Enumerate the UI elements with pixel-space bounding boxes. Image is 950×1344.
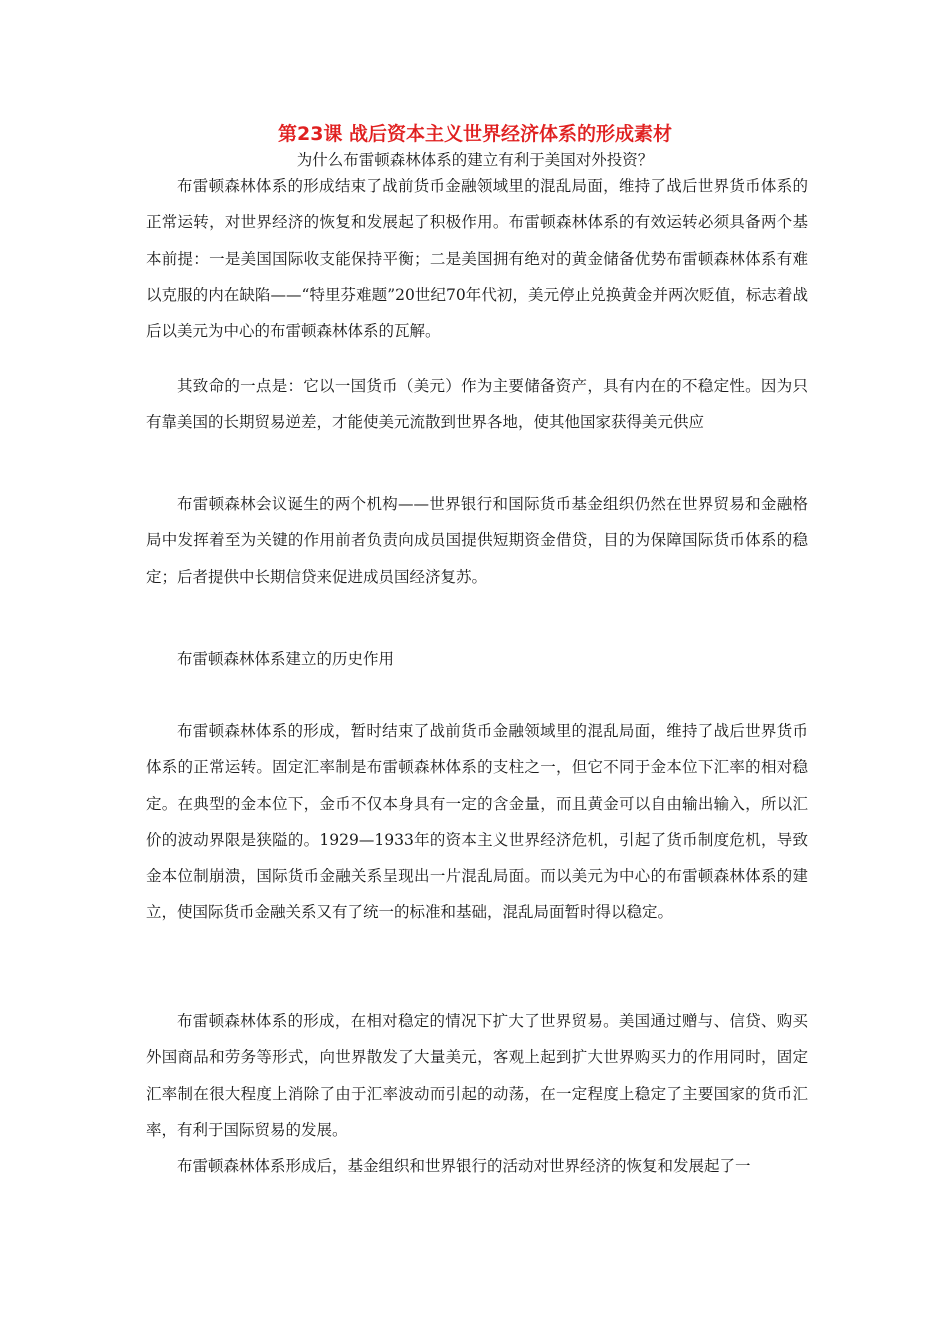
document-title: 第23课 战后资本主义世界经济体系的形成素材 — [277, 123, 673, 145]
paragraph-6: 布雷顿森林体系形成后，基金组织和世界银行的活动对世界经济的恢复和发展起了一 — [177, 1157, 751, 1175]
paragraph-5: 布雷顿森林体系的形成，在相对稳定的情况下扩大了世界贸易。美国通过赠与、信贷、购买外国商品和劳务等形式，向世界散发了大量美元，客观上起到扩大世界购买力的作用同时，固定汇率制在很大程度上消除了由于汇率波动而引起的动荡，在一定程度上稳定了主要国家的货币汇率，有利于国际贸易的发展。 — [146, 1012, 808, 1139]
section-heading: 布雷顿森林体系建立的历史作用 — [177, 650, 395, 668]
paragraph-2: 其致命的一点是：它以一国货币（美元）作为主要储备资产，具有内在的不稳定性。因为只有靠美国的长期贸易逆差，才能使美元流散到世界各地，使其他国家获得美元供应 — [146, 377, 808, 432]
document-subtitle: 为什么布雷顿森林体系的建立有利于美国对外投资？ — [296, 151, 654, 169]
paragraph-3: 布雷顿森林会议诞生的两个机构——世界银行和国际货币基金组织仍然在世界贸易和金融格局中发挥着至为关键的作用前者负责向成员国提供短期资金借贷，目的为保障国际货币体系的稳定；后者提供中长期信贷来促进成员国经济复苏。 — [146, 495, 808, 586]
paragraph-4: 布雷顿森林体系的形成，暂时结束了战前货币金融领域里的混乱局面，维持了战后世界货币体系的正常运转。固定汇率制是布雷顿森林体系的支柱之一，但它不同于金本位下汇率的相对稳定。在典型的金本位下，金币不仅本身具有一定的含金量，而且黄金可以自由输出输入，所以汇价的波动界限是狭隘的。1929—1933年的资本主义世界经济危机，引起了货币制度危机，导致金本位制崩溃，国际货币金融关系呈现出一片混乱局面。而以美元为中心的布雷顿森林体系的建立，使国际货币金融关系又有了统一的标准和基础，混乱局面暂时得以稳定。 — [146, 722, 808, 922]
paragraph-1: 布雷顿森林体系的形成结束了战前货币金融领域里的混乱局面，维持了战后世界货币体系的正常运转，对世界经济的恢复和发展起了积极作用。布雷顿森林体系的有效运转必须具备两个基本前提：一是美国国际收支能保持平衡；二是美国拥有绝对的黄金储备优势布雷顿森林体系有难以克服的内在缺陷——“特里芬难题”20世纪70年代初，美元停止兑换黄金并两次贬值，标志着战后以美元为中心的布雷顿森林体系的瓦解。 — [146, 177, 808, 341]
